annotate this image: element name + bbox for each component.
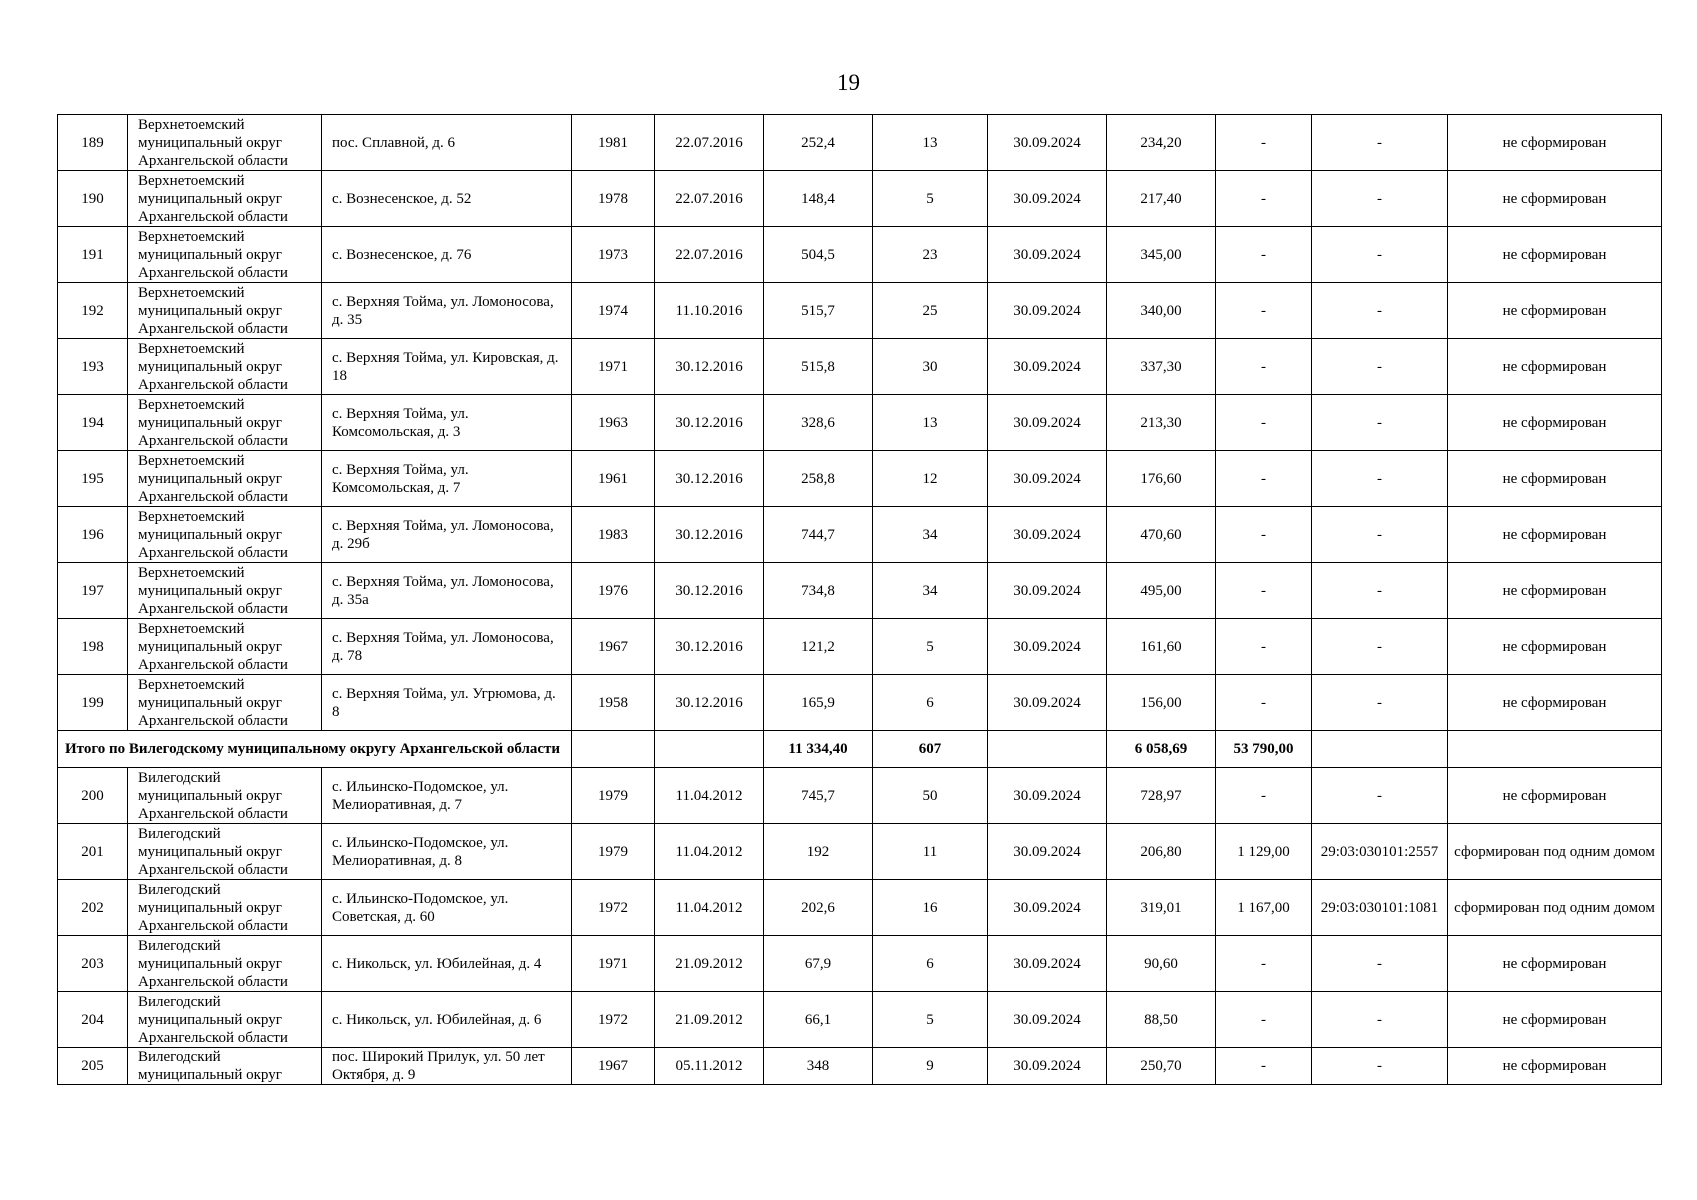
year-built-cell: 1967 — [572, 1048, 655, 1085]
table-row — [58, 992, 1662, 1048]
area-cell: 504,5 — [764, 227, 873, 283]
recognition-date-cell: 11.10.2016 — [655, 283, 764, 339]
empty-cell — [572, 731, 655, 768]
municipality-cell: Вилегодский муниципальный округ Архангельской области — [128, 768, 322, 824]
recognition-date-cell: 30.12.2016 — [655, 507, 764, 563]
address-cell: с. Ильинско-Подомское, ул. Мелиоративная, д. 7 — [322, 768, 572, 824]
cadastral-number-cell: - — [1312, 227, 1448, 283]
land-area-cell: - — [1216, 619, 1312, 675]
year-built-cell: 1981 — [572, 115, 655, 171]
cadastral-number-cell: 29:03:030101:1081 — [1312, 880, 1448, 936]
area-cell: 252,4 — [764, 115, 873, 171]
land-area-cell: - — [1216, 283, 1312, 339]
deadline-cell: 30.09.2024 — [988, 171, 1107, 227]
resettle-area-cell: 728,97 — [1107, 768, 1216, 824]
table-row — [58, 507, 1662, 563]
address-cell: пос. Широкий Прилук, ул. 50 лет Октября, д. 9 — [322, 1048, 572, 1085]
residents-cell: 50 — [873, 768, 988, 824]
year-built-cell: 1961 — [572, 451, 655, 507]
resettle-area-cell: 250,70 — [1107, 1048, 1216, 1085]
resettle-area-cell: 88,50 — [1107, 992, 1216, 1048]
table-row — [58, 451, 1662, 507]
cadastral-number-cell: - — [1312, 1048, 1448, 1085]
address-cell: с. Верхняя Тойма, ул. Ломоносова, д. 35 — [322, 283, 572, 339]
residents-cell: 23 — [873, 227, 988, 283]
residents-cell: 13 — [873, 395, 988, 451]
year-built-cell: 1973 — [572, 227, 655, 283]
year-built-cell: 1979 — [572, 824, 655, 880]
land-status-cell: не сформирован — [1448, 563, 1662, 619]
row-number-cell: 191 — [58, 227, 128, 283]
deadline-cell: 30.09.2024 — [988, 395, 1107, 451]
resettle-area-cell: 156,00 — [1107, 675, 1216, 731]
cadastral-number-cell: - — [1312, 283, 1448, 339]
cadastral-number-cell: - — [1312, 619, 1448, 675]
year-built-cell: 1974 — [572, 283, 655, 339]
area-cell: 328,6 — [764, 395, 873, 451]
land-status-cell: не сформирован — [1448, 675, 1662, 731]
area-cell: 744,7 — [764, 507, 873, 563]
land-area-cell: - — [1216, 227, 1312, 283]
land-status-cell: не сформирован — [1448, 451, 1662, 507]
row-number-cell: 198 — [58, 619, 128, 675]
resettle-area-cell: 90,60 — [1107, 936, 1216, 992]
deadline-cell: 30.09.2024 — [988, 768, 1107, 824]
area-cell: 258,8 — [764, 451, 873, 507]
cadastral-number-cell: - — [1312, 675, 1448, 731]
municipality-cell: Верхнетоемский муниципальный округ Архангельской области — [128, 619, 322, 675]
row-number-cell: 189 — [58, 115, 128, 171]
address-cell: с. Ильинско-Подомское, ул. Советская, д. 60 — [322, 880, 572, 936]
deadline-cell: 30.09.2024 — [988, 507, 1107, 563]
deadline-cell: 30.09.2024 — [988, 1048, 1107, 1085]
area-cell: 515,7 — [764, 283, 873, 339]
residents-cell: 16 — [873, 880, 988, 936]
cadastral-number-cell: - — [1312, 992, 1448, 1048]
deadline-cell: 30.09.2024 — [988, 619, 1107, 675]
land-status-cell: сформирован под одним домом — [1448, 880, 1662, 936]
municipality-cell: Верхнетоемский муниципальный округ Архангельской области — [128, 507, 322, 563]
year-built-cell: 1958 — [572, 675, 655, 731]
table-row — [58, 768, 1662, 824]
area-cell: 348 — [764, 1048, 873, 1085]
residents-cell: 6 — [873, 936, 988, 992]
year-built-cell: 1979 — [572, 768, 655, 824]
resettle-area-cell: 217,40 — [1107, 171, 1216, 227]
recognition-date-cell: 30.12.2016 — [655, 563, 764, 619]
residents-cell: 5 — [873, 619, 988, 675]
table-row — [58, 395, 1662, 451]
land-status-cell: не сформирован — [1448, 1048, 1662, 1085]
land-status-cell: сформирован под одним домом — [1448, 824, 1662, 880]
row-number-cell: 195 — [58, 451, 128, 507]
resettle-area-cell: 495,00 — [1107, 563, 1216, 619]
land-area-cell: 1 167,00 — [1216, 880, 1312, 936]
cadastral-number-cell: - — [1312, 395, 1448, 451]
year-built-cell: 1971 — [572, 936, 655, 992]
land-status-cell: не сформирован — [1448, 992, 1662, 1048]
land-status-cell: не сформирован — [1448, 619, 1662, 675]
table-row — [58, 339, 1662, 395]
empty-cell — [1448, 731, 1662, 768]
total-label-cell: Итого по Вилегодскому муниципальному округу Архангельской области — [58, 731, 572, 768]
deadline-cell: 30.09.2024 — [988, 824, 1107, 880]
municipality-cell: Вилегодский муниципальный округ Архангельской области — [128, 992, 322, 1048]
empty-cell — [988, 731, 1107, 768]
total-resettle-area-cell: 6 058,69 — [1107, 731, 1216, 768]
address-cell: с. Верхняя Тойма, ул. Ломоносова, д. 78 — [322, 619, 572, 675]
total-row — [58, 731, 1662, 768]
area-cell: 515,8 — [764, 339, 873, 395]
cadastral-number-cell: - — [1312, 115, 1448, 171]
area-cell: 121,2 — [764, 619, 873, 675]
municipality-cell: Вилегодский муниципальный округ Архангельской области — [128, 936, 322, 992]
row-number-cell: 194 — [58, 395, 128, 451]
cadastral-number-cell: - — [1312, 171, 1448, 227]
recognition-date-cell: 30.12.2016 — [655, 339, 764, 395]
deadline-cell: 30.09.2024 — [988, 451, 1107, 507]
address-cell: с. Верхняя Тойма, ул. Комсомольская, д. 7 — [322, 451, 572, 507]
deadline-cell: 30.09.2024 — [988, 339, 1107, 395]
municipality-cell: Вилегодский муниципальный округ Архангельской области — [128, 880, 322, 936]
resettle-area-cell: 337,30 — [1107, 339, 1216, 395]
residents-cell: 13 — [873, 115, 988, 171]
residents-cell: 34 — [873, 507, 988, 563]
recognition-date-cell: 11.04.2012 — [655, 824, 764, 880]
registry-table — [57, 114, 1662, 1085]
row-number-cell: 190 — [58, 171, 128, 227]
table-body — [58, 115, 1662, 1085]
land-status-cell: не сформирован — [1448, 227, 1662, 283]
recognition-date-cell: 30.12.2016 — [655, 395, 764, 451]
residents-cell: 6 — [873, 675, 988, 731]
municipality-cell: Верхнетоемский муниципальный округ Архангельской области — [128, 339, 322, 395]
row-number-cell: 203 — [58, 936, 128, 992]
table-row — [58, 675, 1662, 731]
resettle-area-cell: 319,01 — [1107, 880, 1216, 936]
recognition-date-cell: 22.07.2016 — [655, 115, 764, 171]
address-cell: с. Вознесенское, д. 52 — [322, 171, 572, 227]
municipality-cell: Вилегодский муниципальный округ — [128, 1048, 322, 1085]
table-row — [58, 824, 1662, 880]
deadline-cell: 30.09.2024 — [988, 563, 1107, 619]
municipality-cell: Верхнетоемский муниципальный округ Архангельской области — [128, 283, 322, 339]
table-row — [58, 227, 1662, 283]
land-area-cell: 1 129,00 — [1216, 824, 1312, 880]
address-cell: с. Ильинско-Подомское, ул. Мелиоративная, д. 8 — [322, 824, 572, 880]
table-row — [58, 563, 1662, 619]
deadline-cell: 30.09.2024 — [988, 283, 1107, 339]
empty-cell — [1312, 731, 1448, 768]
deadline-cell: 30.09.2024 — [988, 675, 1107, 731]
municipality-cell: Верхнетоемский муниципальный округ Архангельской области — [128, 171, 322, 227]
land-area-cell: - — [1216, 451, 1312, 507]
resettle-area-cell: 161,60 — [1107, 619, 1216, 675]
deadline-cell: 30.09.2024 — [988, 115, 1107, 171]
row-number-cell: 196 — [58, 507, 128, 563]
land-area-cell: - — [1216, 675, 1312, 731]
year-built-cell: 1972 — [572, 992, 655, 1048]
year-built-cell: 1972 — [572, 880, 655, 936]
municipality-cell: Верхнетоемский муниципальный округ Архангельской области — [128, 451, 322, 507]
municipality-cell: Верхнетоемский муниципальный округ Архангельской области — [128, 395, 322, 451]
residents-cell: 30 — [873, 339, 988, 395]
cadastral-number-cell: - — [1312, 563, 1448, 619]
cadastral-number-cell: - — [1312, 768, 1448, 824]
municipality-cell: Верхнетоемский муниципальный округ Архангельской области — [128, 227, 322, 283]
year-built-cell: 1971 — [572, 339, 655, 395]
area-cell: 67,9 — [764, 936, 873, 992]
address-cell: с. Верхняя Тойма, ул. Ломоносова, д. 35а — [322, 563, 572, 619]
year-built-cell: 1978 — [572, 171, 655, 227]
row-number-cell: 201 — [58, 824, 128, 880]
land-status-cell: не сформирован — [1448, 283, 1662, 339]
area-cell: 165,9 — [764, 675, 873, 731]
page-number: 19 — [837, 70, 860, 95]
municipality-cell: Верхнетоемский муниципальный округ Архангельской области — [128, 675, 322, 731]
year-built-cell: 1967 — [572, 619, 655, 675]
land-area-cell: - — [1216, 563, 1312, 619]
table-row — [58, 171, 1662, 227]
table-row — [58, 880, 1662, 936]
residents-cell: 11 — [873, 824, 988, 880]
land-status-cell: не сформирован — [1448, 395, 1662, 451]
resettle-area-cell: 340,00 — [1107, 283, 1216, 339]
residents-cell: 9 — [873, 1048, 988, 1085]
recognition-date-cell: 11.04.2012 — [655, 768, 764, 824]
year-built-cell: 1976 — [572, 563, 655, 619]
recognition-date-cell: 05.11.2012 — [655, 1048, 764, 1085]
row-number-cell: 205 — [58, 1048, 128, 1085]
residents-cell: 5 — [873, 992, 988, 1048]
municipality-cell: Верхнетоемский муниципальный округ Архангельской области — [128, 115, 322, 171]
deadline-cell: 30.09.2024 — [988, 936, 1107, 992]
land-area-cell: - — [1216, 395, 1312, 451]
land-area-cell: - — [1216, 768, 1312, 824]
recognition-date-cell: 21.09.2012 — [655, 992, 764, 1048]
row-number-cell: 192 — [58, 283, 128, 339]
residents-cell: 25 — [873, 283, 988, 339]
land-status-cell: не сформирован — [1448, 171, 1662, 227]
land-area-cell: - — [1216, 1048, 1312, 1085]
land-area-cell: - — [1216, 339, 1312, 395]
municipality-cell: Верхнетоемский муниципальный округ Архангельской области — [128, 563, 322, 619]
area-cell: 148,4 — [764, 171, 873, 227]
table-row — [58, 283, 1662, 339]
resettle-area-cell: 234,20 — [1107, 115, 1216, 171]
recognition-date-cell: 22.07.2016 — [655, 171, 764, 227]
area-cell: 745,7 — [764, 768, 873, 824]
row-number-cell: 204 — [58, 992, 128, 1048]
land-status-cell: не сформирован — [1448, 339, 1662, 395]
table-row — [58, 936, 1662, 992]
recognition-date-cell: 21.09.2012 — [655, 936, 764, 992]
total-residents-cell: 607 — [873, 731, 988, 768]
residents-cell: 12 — [873, 451, 988, 507]
row-number-cell: 200 — [58, 768, 128, 824]
address-cell: с. Вознесенское, д. 76 — [322, 227, 572, 283]
recognition-date-cell: 30.12.2016 — [655, 451, 764, 507]
residents-cell: 34 — [873, 563, 988, 619]
address-cell: с. Верхняя Тойма, ул. Комсомольская, д. 3 — [322, 395, 572, 451]
resettle-area-cell: 470,60 — [1107, 507, 1216, 563]
municipality-cell: Вилегодский муниципальный округ Архангельской области — [128, 824, 322, 880]
row-number-cell: 199 — [58, 675, 128, 731]
cadastral-number-cell: - — [1312, 507, 1448, 563]
land-area-cell: - — [1216, 936, 1312, 992]
land-status-cell: не сформирован — [1448, 768, 1662, 824]
land-status-cell: не сформирован — [1448, 115, 1662, 171]
resettle-area-cell: 176,60 — [1107, 451, 1216, 507]
row-number-cell: 193 — [58, 339, 128, 395]
deadline-cell: 30.09.2024 — [988, 992, 1107, 1048]
cadastral-number-cell: - — [1312, 936, 1448, 992]
land-area-cell: - — [1216, 992, 1312, 1048]
row-number-cell: 197 — [58, 563, 128, 619]
cadastral-number-cell: - — [1312, 339, 1448, 395]
resettle-area-cell: 345,00 — [1107, 227, 1216, 283]
address-cell: пос. Сплавной, д. 6 — [322, 115, 572, 171]
land-status-cell: не сформирован — [1448, 936, 1662, 992]
cadastral-number-cell: - — [1312, 451, 1448, 507]
area-cell: 192 — [764, 824, 873, 880]
cadastral-number-cell: 29:03:030101:2557 — [1312, 824, 1448, 880]
row-number-cell: 202 — [58, 880, 128, 936]
year-built-cell: 1983 — [572, 507, 655, 563]
recognition-date-cell: 30.12.2016 — [655, 675, 764, 731]
empty-cell — [655, 731, 764, 768]
table-row — [58, 619, 1662, 675]
residents-cell: 5 — [873, 171, 988, 227]
deadline-cell: 30.09.2024 — [988, 227, 1107, 283]
address-cell: с. Никольск, ул. Юбилейная, д. 6 — [322, 992, 572, 1048]
table-row — [58, 1048, 1662, 1085]
recognition-date-cell: 11.04.2012 — [655, 880, 764, 936]
table-row — [58, 115, 1662, 171]
total-land-area-cell: 53 790,00 — [1216, 731, 1312, 768]
resettle-area-cell: 213,30 — [1107, 395, 1216, 451]
land-area-cell: - — [1216, 115, 1312, 171]
recognition-date-cell: 30.12.2016 — [655, 619, 764, 675]
recognition-date-cell: 22.07.2016 — [655, 227, 764, 283]
deadline-cell: 30.09.2024 — [988, 880, 1107, 936]
address-cell: с. Верхняя Тойма, ул. Ломоносова, д. 29б — [322, 507, 572, 563]
year-built-cell: 1963 — [572, 395, 655, 451]
address-cell: с. Верхняя Тойма, ул. Кировская, д. 18 — [322, 339, 572, 395]
resettle-area-cell: 206,80 — [1107, 824, 1216, 880]
address-cell: с. Верхняя Тойма, ул. Угрюмова, д. 8 — [322, 675, 572, 731]
land-status-cell: не сформирован — [1448, 507, 1662, 563]
area-cell: 66,1 — [764, 992, 873, 1048]
land-area-cell: - — [1216, 171, 1312, 227]
total-area-cell: 11 334,40 — [764, 731, 873, 768]
area-cell: 734,8 — [764, 563, 873, 619]
land-area-cell: - — [1216, 507, 1312, 563]
area-cell: 202,6 — [764, 880, 873, 936]
address-cell: с. Никольск, ул. Юбилейная, д. 4 — [322, 936, 572, 992]
